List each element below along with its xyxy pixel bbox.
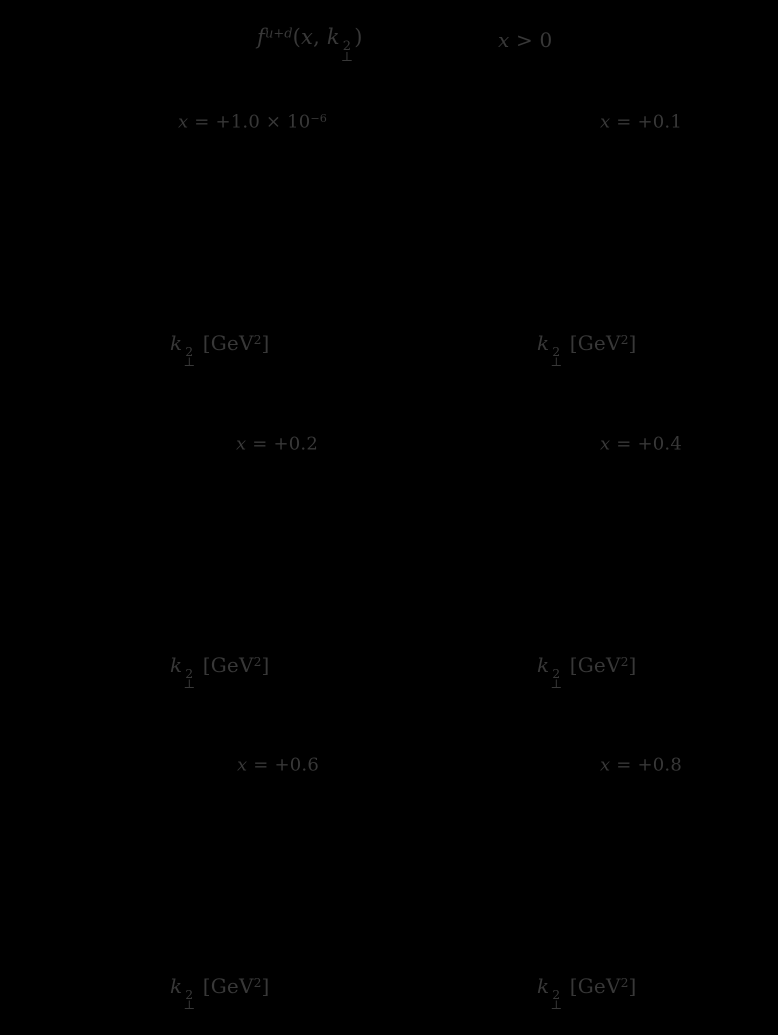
title-f-superscript: u+d [264, 26, 293, 42]
subplot-x-0.1 [483, 84, 693, 370]
annotation-exponent: −6 [310, 112, 327, 125]
kperp-subsuperscript [550, 665, 563, 692]
subplot-x-0.6 [117, 727, 327, 1013]
subplot-x-0.4 [483, 406, 693, 692]
title-f-var: f [257, 25, 265, 49]
panel-annotation [600, 113, 682, 132]
kperp-sub: ⊥ [550, 997, 563, 1013]
unit-open: [GeV [563, 653, 621, 677]
unit-open: [GeV [196, 974, 254, 998]
unit-open: [GeV [196, 653, 254, 677]
kperp-sup: 2 [185, 986, 194, 1002]
annotation-x-var: x [600, 433, 611, 455]
annotation-value: = +0.2 [246, 433, 318, 455]
kperp-var: k [537, 331, 550, 355]
title-k-sup: 2 [342, 38, 352, 54]
subplot-x-0.2 [117, 406, 327, 692]
figure-condition [498, 30, 552, 50]
panel-annotation [236, 435, 318, 454]
unit-close: ] [261, 974, 270, 998]
panel-annotation [600, 756, 682, 775]
title-k-subsuperscript [340, 38, 354, 65]
kperp-sub: ⊥ [550, 676, 563, 692]
kperp-subsuperscript [550, 986, 563, 1013]
title-k-var: k [326, 25, 340, 49]
kperp-sub: ⊥ [550, 354, 563, 370]
figure-title [257, 27, 363, 63]
unit-sup: 2 [253, 331, 262, 347]
annotation-x-var: x [600, 111, 611, 133]
unit-sup: 2 [253, 974, 262, 990]
title-comma: , [313, 25, 327, 49]
unit-close: ] [628, 653, 637, 677]
kperp-var: k [170, 653, 183, 677]
kperp-sup: 2 [185, 343, 194, 359]
unit-open: [GeV [196, 331, 254, 355]
unit-open: [GeV [563, 974, 621, 998]
kperp-var: k [170, 331, 183, 355]
annotation-value: = +0.4 [610, 433, 682, 455]
annotation-x-var: x [178, 111, 189, 133]
kperp-subsuperscript [183, 343, 196, 370]
annotation-value: = +0.6 [247, 754, 319, 776]
kperp-sup: 2 [552, 343, 561, 359]
x-axis-label [537, 976, 637, 1011]
kperp-var: k [170, 974, 183, 998]
panel-annotation [178, 113, 327, 132]
x-axis-label [537, 333, 637, 368]
unit-sup: 2 [620, 331, 629, 347]
title-close-paren: ) [354, 25, 363, 49]
x-axis-label [170, 333, 270, 368]
unit-sup: 2 [620, 653, 629, 669]
condition-rest: > 0 [509, 28, 553, 52]
unit-close: ] [261, 331, 270, 355]
kperp-subsuperscript [183, 665, 196, 692]
kperp-sub: ⊥ [183, 676, 196, 692]
kperp-subsuperscript [550, 343, 563, 370]
title-open-paren: ( [292, 25, 302, 49]
x-axis-label [170, 976, 270, 1011]
kperp-var: k [537, 653, 550, 677]
unit-open: [GeV [563, 331, 621, 355]
kperp-subsuperscript [183, 986, 196, 1013]
panel-annotation [237, 756, 319, 775]
annotation-value: = +1.0 × 10 [188, 111, 311, 133]
annotation-value: = +0.8 [610, 754, 682, 776]
kperp-sub: ⊥ [183, 997, 196, 1013]
unit-close: ] [261, 653, 270, 677]
annotation-x-var: x [600, 754, 611, 776]
kperp-var: k [537, 974, 550, 998]
panel-annotation [600, 435, 682, 454]
subplot-x-1e-6 [117, 84, 327, 370]
unit-sup: 2 [253, 653, 262, 669]
condition-x-var: x [498, 28, 510, 52]
kperp-sup: 2 [185, 665, 194, 681]
annotation-x-var: x [237, 754, 248, 776]
title-x-var: x [301, 25, 314, 49]
subplot-x-0.8 [483, 727, 693, 1013]
x-axis-label [170, 655, 270, 690]
annotation-value: = +0.1 [610, 111, 682, 133]
unit-close: ] [628, 331, 637, 355]
unit-close: ] [628, 974, 637, 998]
kperp-sup: 2 [552, 986, 561, 1002]
x-axis-label [537, 655, 637, 690]
kperp-sup: 2 [552, 665, 561, 681]
kperp-sub: ⊥ [183, 354, 196, 370]
title-k-sub: ⊥ [340, 49, 354, 65]
annotation-x-var: x [236, 433, 247, 455]
unit-sup: 2 [620, 974, 629, 990]
